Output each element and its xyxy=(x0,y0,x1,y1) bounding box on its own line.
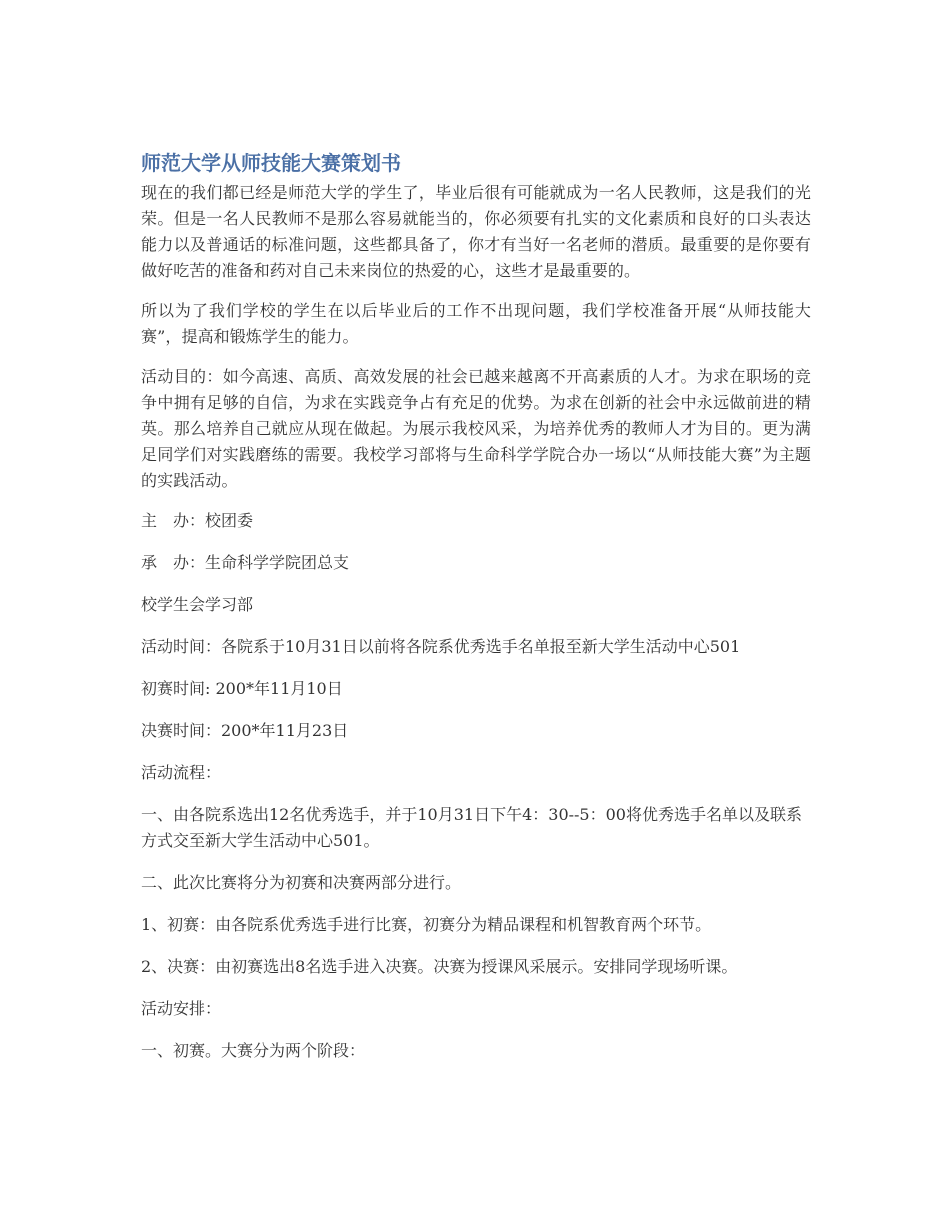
co-undertaker-line: 校学生会学习部 xyxy=(141,595,254,614)
arrangement-step-1: 一、初赛。大赛分为两个阶段： xyxy=(141,1041,366,1060)
process-heading: 活动流程： xyxy=(141,763,222,782)
organizer-line: 主 办：校团委 xyxy=(141,511,254,530)
preliminary-time-line: 初赛时间: 200*年11月10日 xyxy=(141,679,343,698)
preliminary-description: 1、初赛：由各院系优秀选手进行比赛，初赛分为精品课程和机智教育两个环节。 xyxy=(141,915,712,934)
intro-paragraph: 现在的我们都已经是师范大学的学生了，毕业后很有可能就成为一名人民教师，这是我们的光荣。但是一名人民教师不是那么容易就能当的，你必须要有扎实的文化素质和良好的口头表达能力以及普通话的标准问题，这些都具备了，你才有当好一名老师的潜质。最重要的是你要有做好吃苦的准备和药对自己未来岗位的热爱的心，这些才是最重要的。 xyxy=(141,183,811,280)
process-step-2: 二、此次比赛将分为初赛和决赛两部分进行。 xyxy=(141,873,462,892)
activity-time-line: 活动时间：各院系于10月31日以前将各院系优秀选手名单报至新大学生活动中心501 xyxy=(141,637,741,656)
final-time-line: 决赛时间：200*年11月23日 xyxy=(141,721,349,740)
arrangement-heading: 活动安排： xyxy=(141,999,222,1018)
final-description: 2、决赛：由初赛选出8名选手进入决赛。决赛为授课风采展示。安排同学现场听课。 xyxy=(141,957,738,976)
document-title: 师范大学从师技能大赛策划书 xyxy=(141,151,401,175)
activity-goal-paragraph: 活动目的：如今高速、高质、高效发展的社会已越来越离不开高素质的人才。为求在职场的竞争中拥有足够的自信，为求在实践竞争占有充足的优势。为求在创新的社会中永远做前进的精英。那么培养自己就应从现在做起。为展示我校风采，为培养优秀的教师人才为目的。更为满足同学们对实践磨练的需要。我校学习部将与生命科学学院合办一场以“从师技能大赛”为主题的实践活动。 xyxy=(141,367,811,490)
undertaker-line: 承 办：生命科学学院团总支 xyxy=(141,553,350,572)
process-step-1: 一、由各院系选出12名优秀选手，并于10月31日下午4：30--5：00将优秀选手名单以及联系方式交至新大学生活动中心501。 xyxy=(141,805,802,850)
document-page xyxy=(141,148,811,1080)
purpose-paragraph: 所以为了我们学校的学生在以后毕业后的工作不出现问题，我们学校准备开展“从师技能大赛”，提高和锻炼学生的能力。 xyxy=(141,301,811,346)
